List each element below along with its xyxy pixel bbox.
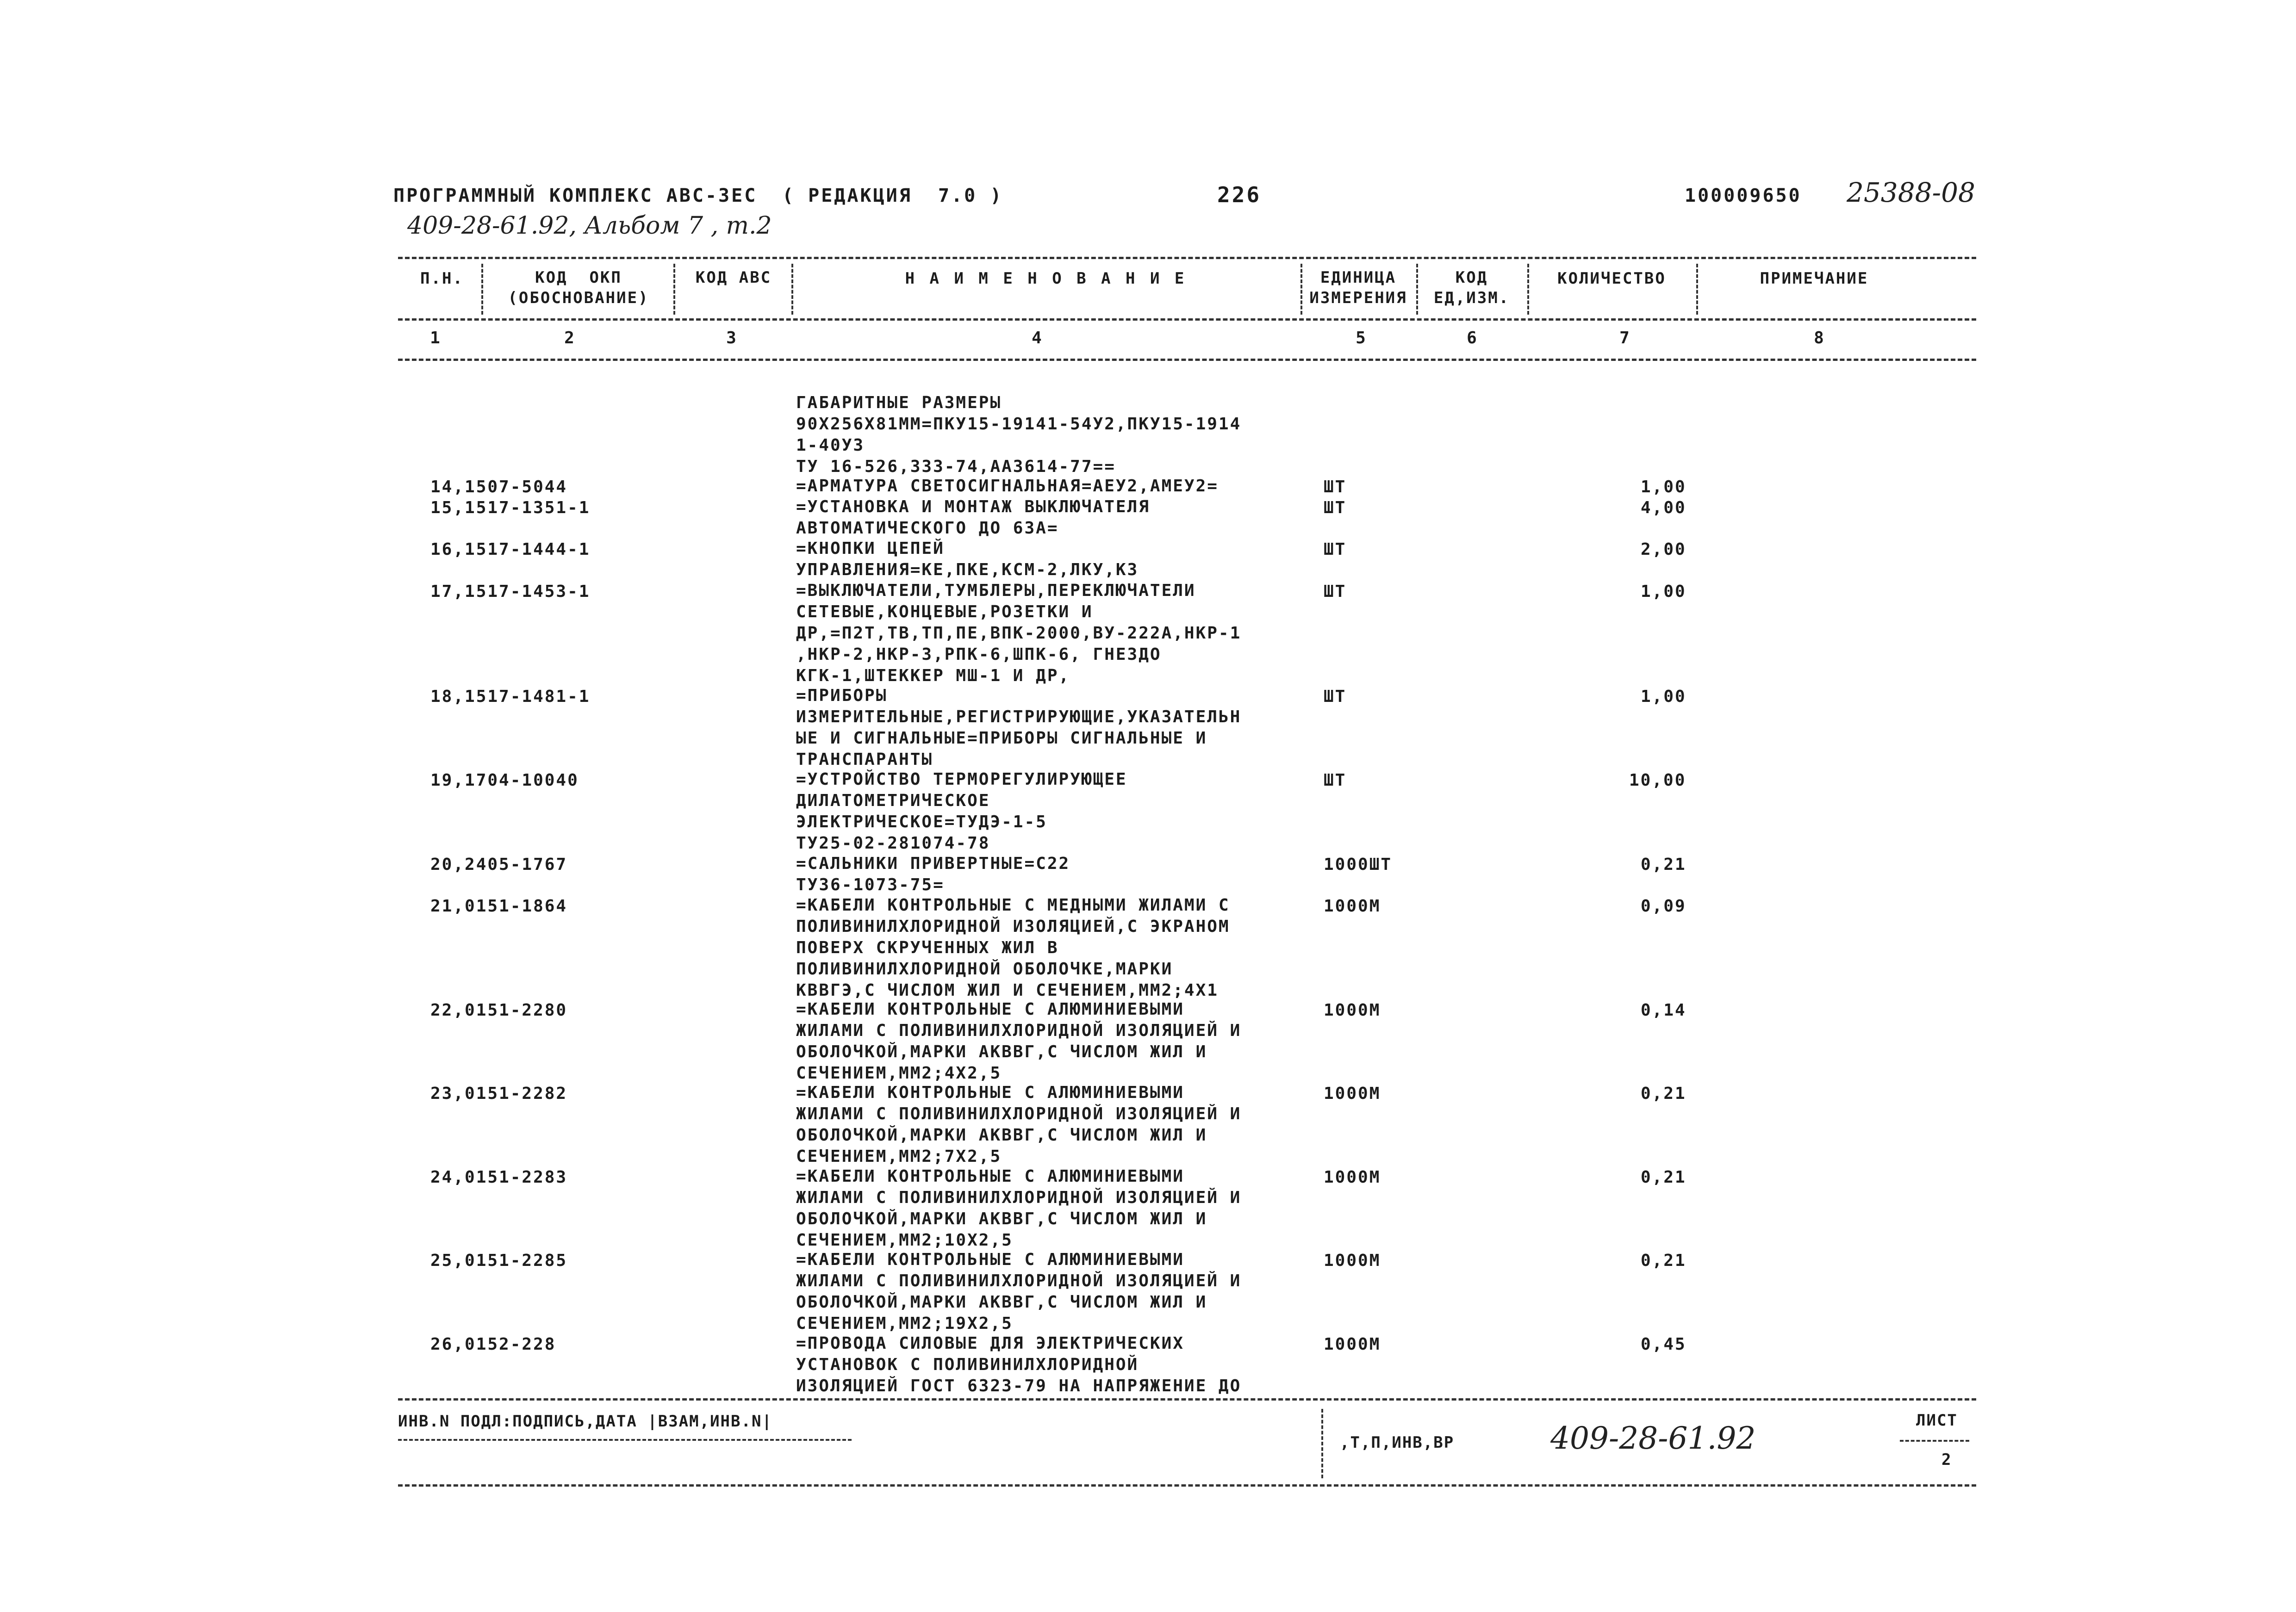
col-header-avs: КОД АВС	[695, 268, 772, 287]
col-sep	[673, 264, 675, 315]
row-name: =УСТРОЙСТВО ТЕРМОРЕГУЛИРУЮЩЕЕ ДИЛАТОМЕТРИЧЕСКОЕ ЭЛЕКТРИЧЕСКОЕ=ТУДЭ-1-5 ТУ25-02-281074-78	[796, 770, 1127, 853]
doc-code: 100009650	[1685, 185, 1802, 206]
row-name: =ПРОВОДА СИЛОВЫЕ ДЛЯ ЭЛЕКТРИЧЕСКИХ УСТАНОВОК С ПОЛИВИНИЛХЛОРИДНОЙ ИЗОЛЯЦИЕЙ ГОСТ 6323-79 НА НАПРЯЖЕНИЕ ДО	[796, 1334, 1242, 1395]
footer-tp-label: ,Т,П,ИНВ,ВР	[1340, 1433, 1455, 1452]
row-unit: 1000М	[1324, 1335, 1381, 1354]
row-unit: ШТ	[1324, 771, 1347, 790]
row-code: 14,1507-5044	[430, 477, 568, 496]
header-bottom-rule	[398, 318, 1976, 321]
col-sep	[1696, 264, 1698, 315]
row-qty: 1,00	[1641, 477, 1686, 496]
col-header-unit-code-2: ЕД,ИЗМ.	[1433, 289, 1510, 307]
row-qty: 0,21	[1641, 1084, 1686, 1103]
intro-text: ГАБАРИТНЫЕ РАЗМЕРЫ 90Х256Х81ММ=ПКУ15-19141-54У2,ПКУ15-1914 1-40У3 ТУ 16-526,333-74,АА3614-77==	[796, 393, 1242, 476]
row-qty: 0,09	[1641, 897, 1686, 916]
page-number: 226	[1217, 182, 1262, 207]
row-qty: 4,00	[1641, 498, 1686, 517]
row-name: =КАБЕЛИ КОНТРОЛЬНЫЕ С МЕДНЫМИ ЖИЛАМИ С ПОЛИВИНИЛХЛОРИДНОЙ ИЗОЛЯЦИЕЙ,С ЭКРАНОМ ПОВЕРХ СКРУЧЕННЫХ ЖИЛ В ПОЛИВИНИЛХЛОРИДНОЙ ОБОЛОЧКЕ,МАРКИ КВВГЭ,С ЧИСЛОМ ЖИЛ И СЕЧЕНИЕМ,ММ2;4Х1	[796, 896, 1230, 1000]
footer-sheet-label: ЛИСТ	[1916, 1411, 1958, 1430]
row-name: =КАБЕЛИ КОНТРОЛЬНЫЕ С АЛЮМИНИЕВЫМИ ЖИЛАМИ С ПОЛИВИНИЛХЛОРИДНОЙ ИЗОЛЯЦИЕЙ И ОБОЛОЧКОЙ,МАРКИ АКВВГ,С ЧИСЛОМ ЖИЛ И СЕЧЕНИЕМ,ММ2;19Х2,5	[796, 1250, 1242, 1333]
col-header-quantity: КОЛИЧЕСТВО	[1557, 269, 1666, 288]
row-code: 24,0151-2283	[430, 1168, 568, 1187]
col-header-pn: П.Н.	[420, 269, 464, 288]
col-number: 8	[1814, 329, 1824, 347]
row-qty: 0,14	[1641, 1001, 1686, 1020]
row-unit: 1000М	[1324, 1001, 1381, 1020]
row-unit: 1000ШТ	[1324, 855, 1393, 874]
row-code: 17,1517-1453-1	[430, 582, 591, 601]
row-unit: ШТ	[1324, 540, 1347, 559]
row-name: =САЛЬНИКИ ПРИВЕРТНЫЕ=С22 ТУ36-1073-75=	[796, 854, 1070, 894]
col-number: 2	[564, 329, 574, 347]
col-number: 5	[1356, 329, 1366, 347]
colnum-bottom-rule	[398, 359, 1976, 361]
row-code: 23,0151-2282	[430, 1084, 568, 1103]
row-qty: 1,00	[1641, 687, 1686, 706]
table-top-rule	[398, 257, 1976, 259]
footer-sheet-number: 2	[1941, 1451, 1952, 1469]
row-unit: ШТ	[1324, 582, 1347, 601]
handwritten-doc-number: 25388-08	[1847, 177, 1975, 208]
row-name: =КНОПКИ ЦЕПЕЙ УПРАВЛЕНИЯ=КЕ,ПКЕ,КСМ-2,ЛКУ,КЗ	[796, 539, 1139, 579]
row-unit: ШТ	[1324, 687, 1347, 706]
col-sep	[1527, 264, 1529, 315]
row-qty: 0,21	[1641, 1168, 1686, 1187]
row-code: 16,1517-1444-1	[430, 540, 591, 559]
footer-inv-underline	[398, 1439, 852, 1441]
handwritten-album: 409-28-61.92, Альбом 7 , т.2	[407, 212, 772, 240]
col-number: 7	[1619, 329, 1630, 347]
footer-sep	[1321, 1409, 1323, 1478]
row-unit: 1000М	[1324, 1084, 1381, 1103]
row-code: 19,1704-10040	[430, 771, 579, 790]
col-header-unit-2: ИЗМЕРЕНИЯ	[1309, 289, 1407, 307]
footer-handwritten-doc: 409-28-61.92	[1550, 1420, 1756, 1456]
col-header-unit-code: КОД	[1455, 268, 1488, 287]
col-header-note: ПРИМЕЧАНИЕ	[1760, 269, 1869, 288]
row-qty: 2,00	[1641, 540, 1686, 559]
col-header-basis: (ОБОСНОВАНИЕ)	[508, 289, 649, 307]
row-name: =КАБЕЛИ КОНТРОЛЬНЫЕ С АЛЮМИНИЕВЫМИ ЖИЛАМИ С ПОЛИВИНИЛХЛОРИДНОЙ ИЗОЛЯЦИЕЙ И ОБОЛОЧКОЙ,МАРКИ АКВВГ,С ЧИСЛОМ ЖИЛ И СЕЧЕНИЕМ,ММ2;7Х2,5	[796, 1083, 1242, 1166]
row-qty: 0,21	[1641, 855, 1686, 874]
row-code: 20,2405-1767	[430, 855, 568, 874]
footer-sheet-divider	[1900, 1440, 1969, 1442]
col-sep	[481, 264, 483, 315]
row-unit: ШТ	[1324, 498, 1347, 517]
col-header-name: Н А И М Е Н О В А Н И Е	[905, 269, 1187, 288]
program-title: ПРОГРАММНЫЙ КОМПЛЕКС АВС-3ЕС	[393, 185, 758, 206]
row-code: 21,0151-1864	[430, 897, 568, 916]
row-code: 18,1517-1481-1	[430, 687, 591, 706]
row-qty: 0,45	[1641, 1335, 1686, 1354]
edition-label: ( РЕДАКЦИЯ 7.0 )	[782, 185, 1003, 206]
row-unit: ШТ	[1324, 477, 1347, 496]
col-number: 4	[1032, 329, 1042, 347]
row-code: 15,1517-1351-1	[430, 498, 591, 517]
row-qty: 1,00	[1641, 582, 1686, 601]
col-number: 1	[430, 329, 440, 347]
row-name: =УСТАНОВКА И МОНТАЖ ВЫКЛЮЧАТЕЛЯ АВТОМАТИЧЕСКОГО ДО 63А=	[796, 497, 1150, 538]
row-code: 22,0151-2280	[430, 1001, 568, 1020]
row-unit: 1000М	[1324, 1168, 1381, 1187]
row-unit: 1000М	[1324, 897, 1381, 916]
footer-bottom-rule	[398, 1484, 1976, 1487]
col-number: 6	[1467, 329, 1477, 347]
row-code: 26,0152-228	[430, 1335, 556, 1354]
col-sep	[1416, 264, 1418, 315]
row-unit: 1000М	[1324, 1251, 1381, 1270]
row-code: 25,0151-2285	[430, 1251, 568, 1270]
col-sep	[791, 264, 793, 315]
col-header-okp: КОД ОКП	[535, 268, 622, 287]
col-number: 3	[726, 329, 736, 347]
row-name: =ВЫКЛЮЧАТЕЛИ,ТУМБЛЕРЫ,ПЕРЕКЛЮЧАТЕЛИ СЕТЕВЫЕ,КОНЦЕВЫЕ,РОЗЕТКИ И ДР,=П2Т,ТВ,ТП,ПЕ,ВПК-2000,ВУ-222А,НКР-1 ,НКР-2,НКР-3,РПК-6,ШПК-6, ГНЕЗДО КГК-1,ШТЕККЕР МШ-1 И ДР,	[796, 581, 1242, 685]
col-sep	[1300, 264, 1302, 315]
row-qty: 0,21	[1641, 1251, 1686, 1270]
row-name: =ПРИБОРЫ ИЗМЕРИТЕЛЬНЫЕ,РЕГИСТРИРУЮЩИЕ,УКАЗАТЕЛЬН ЫЕ И СИГНАЛЬНЫЕ=ПРИБОРЫ СИГНАЛЬНЫЕ И ТРАНСПАРАНТЫ	[796, 686, 1242, 769]
row-name: =КАБЕЛИ КОНТРОЛЬНЫЕ С АЛЮМИНИЕВЫМИ ЖИЛАМИ С ПОЛИВИНИЛХЛОРИДНОЙ ИЗОЛЯЦИЕЙ И ОБОЛОЧКОЙ,МАРКИ АКВВГ,С ЧИСЛОМ ЖИЛ И СЕЧЕНИЕМ,ММ2;4Х2,5	[796, 1000, 1242, 1083]
footer-top-rule	[398, 1398, 1976, 1401]
row-name: =КАБЕЛИ КОНТРОЛЬНЫЕ С АЛЮМИНИЕВЫМИ ЖИЛАМИ С ПОЛИВИНИЛХЛОРИДНОЙ ИЗОЛЯЦИЕЙ И ОБОЛОЧКОЙ,МАРКИ АКВВГ,С ЧИСЛОМ ЖИЛ И СЕЧЕНИЕМ,ММ2;10Х2,5	[796, 1167, 1242, 1250]
row-qty: 10,00	[1629, 771, 1686, 790]
row-name: =АРМАТУРА СВЕТОСИГНАЛЬНАЯ=АЕУ2,АМЕУ2=	[796, 477, 1219, 496]
footer-inv-labels: ИНВ.N ПОДЛ:ПОДПИСЬ,ДАТА |ВЗАМ,ИНВ.N|	[398, 1412, 772, 1431]
col-header-unit: ЕДИНИЦА	[1320, 268, 1397, 287]
